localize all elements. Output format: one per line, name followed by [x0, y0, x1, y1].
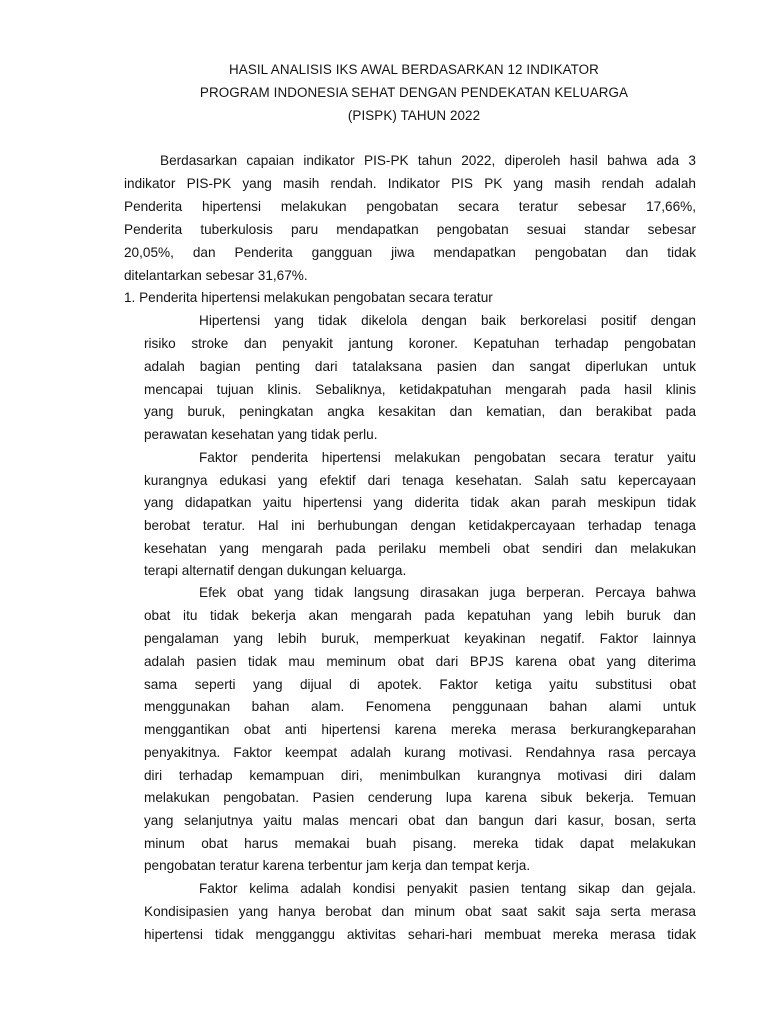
- para-1-line: perawatan kesehatan yang tidak perlu.: [144, 427, 378, 442]
- para-3-line: sama seperti yang dijual di apotek. Faktor ketiga yaitu substitusi obat: [144, 677, 696, 692]
- para-4-line: Kondisipasien yang hanya berobat dan minum obat saat sakit saja serta merasa: [144, 904, 696, 919]
- intro-line: ditelantarkan sebesar 31,67%.: [124, 268, 308, 283]
- intro-line: 20,05%, dan Penderita gangguan jiwa mendapatkan pengobatan dan tidak: [124, 245, 696, 260]
- para-1-line: yang buruk, peningkatan angka kesakitan dan kematian, dan berakibat pada: [144, 404, 696, 419]
- para-2-line: terapi alternatif dengan dukungan keluarga.: [144, 563, 407, 578]
- para-1-line: mencapai tujuan klinis. Sebaliknya, ketidakpatuhan mengarah pada hasil klinis: [144, 382, 696, 397]
- para-3-line: pengobatan teratur karena terbentur jam kerja dan tempat kerja.: [144, 858, 531, 873]
- intro-line: Penderita hipertensi melakukan pengobatan secara teratur sebesar 17,66%,: [124, 199, 696, 214]
- para-3-line: yang selanjutnya yaitu malas mencari obat dan bangun dari kasur, bosan, serta: [144, 813, 696, 828]
- intro-line: Penderita tuberkulosis paru mendapatkan pengobatan sesuai standar sebesar: [124, 222, 696, 237]
- para-4-line: hipertensi tidak mengganggu aktivitas sehari-hari membuat mereka merasa tidak: [144, 927, 696, 942]
- para-3-line: menggunakan bahan alam. Fenomena penggunaan bahan alami untuk: [144, 699, 696, 714]
- para-2-line: Faktor penderita hipertensi melakukan pengobatan secara teratur yaitu: [199, 450, 696, 465]
- section-heading: 1. Penderita hipertensi melakukan pengobatan secara teratur: [124, 290, 493, 305]
- para-3-line: melakukan pengobatan. Pasien cenderung lupa karena sibuk bekerja. Temuan: [144, 790, 696, 805]
- para-2-line: kurangnya edukasi yang efektif dari tenaga kesehatan. Salah satu kepercayaan: [144, 473, 696, 488]
- intro-line: indikator PIS-PK yang masih rendah. Indikator PIS PK yang masih rendah adalah: [124, 176, 696, 191]
- para-3-line: adalah pasien tidak mau meminum obat dari BPJS karena obat yang diterima: [144, 654, 696, 669]
- para-3-line: obat itu tidak bekerja akan mengarah pada kepatuhan yang lebih buruk dan: [144, 608, 696, 623]
- para-1-line: Hipertensi yang tidak dikelola dengan baik berkorelasi positif dengan: [199, 313, 696, 328]
- title-line-2: PROGRAM INDONESIA SEHAT DENGAN PENDEKATAN KELUARGA: [199, 85, 629, 100]
- para-2-line: kesehatan yang mengarah pada perilaku membeli obat sendiri dan melakukan: [144, 541, 696, 556]
- title-line-3: (PISPK) TAHUN 2022: [347, 108, 481, 123]
- para-3-line: penyakitnya. Faktor keempat adalah kurang motivasi. Rendahnya rasa percaya: [144, 745, 696, 760]
- title-line-1: HASIL ANALISIS IKS AWAL BERDASARKAN 12 INDIKATOR: [229, 62, 599, 77]
- para-3-line: minum obat harus memakai buah pisang. mereka tidak dapat melakukan: [144, 836, 696, 851]
- document-title: [150, 58, 678, 127]
- para-1-line: adalah bagian penting dari tatalaksana pasien dan sangat diperlukan untuk: [144, 359, 696, 374]
- para-3-line: menggantikan obat anti hipertensi karena mereka merasa berkurangkeparahan: [144, 722, 696, 737]
- para-3-line: pengalaman yang lebih buruk, memperkuat keyakinan negatif. Faktor lainnya: [144, 631, 696, 646]
- para-1-line: risiko stroke dan penyakit jantung koroner. Kepatuhan terhadap pengobatan: [144, 336, 696, 351]
- intro-line: Berdasarkan capaian indikator PIS-PK tahun 2022, diperoleh hasil bahwa ada 3: [160, 153, 696, 168]
- para-3-line: diri terhadap kemampuan diri, menimbulkan kurangnya motivasi diri dalam: [144, 768, 696, 783]
- para-2-line: berobat teratur. Hal ini berhubungan dengan ketidakpercayaan terhadap tenaga: [144, 518, 696, 533]
- para-4-line: Faktor kelima adalah kondisi penyakit pasien tentang sikap dan gejala.: [199, 881, 696, 896]
- para-2-line: yang didapatkan yaitu hipertensi yang diderita tidak akan parah meskipun tidak: [144, 495, 696, 510]
- para-3-line: Efek obat yang tidak langsung dirasakan juga berperan. Percaya bahwa: [199, 585, 696, 600]
